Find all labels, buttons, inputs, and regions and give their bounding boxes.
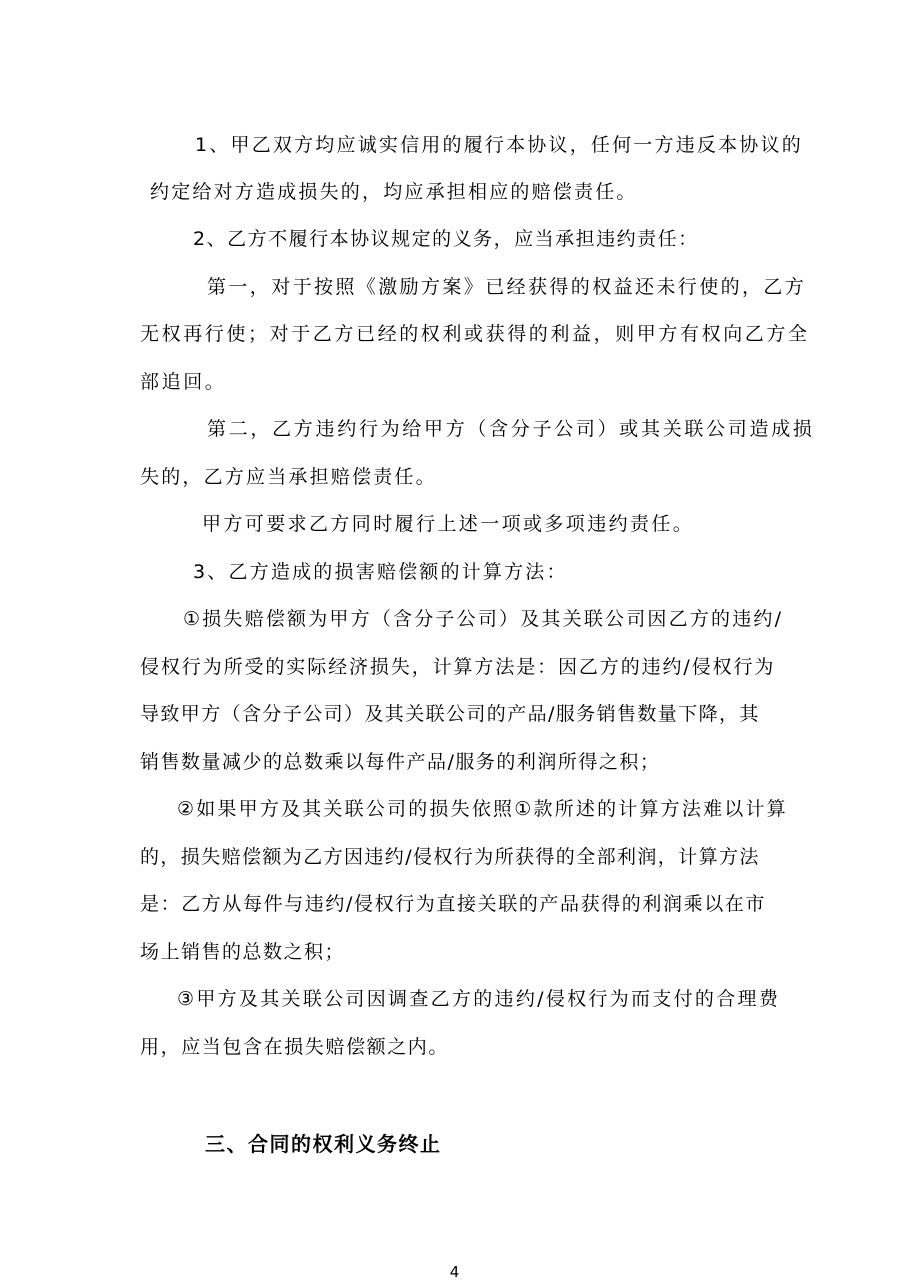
clause-3-item-2-line-2: 的，损失赔偿额为乙方因违约/侵权行为所获得的全部利润，计算方法 <box>140 846 760 868</box>
clause-2-item-1-line-3: 部追回。 <box>140 371 227 393</box>
clause-2-item-2-line-2: 失的，乙方应当承担赔偿责任。 <box>140 466 437 488</box>
clause-1-line-1: 1、甲乙双方均应诚实信用的履行本协议，任何一方违反本协议的 <box>195 134 803 156</box>
clause-1-line-2: 约定给对方造成损失的，均应承担相应的赔偿责任。 <box>150 181 638 203</box>
clause-3-item-1-line-4: 销售数量减少的总数乘以每件产品/服务的利润所得之积； <box>140 751 661 773</box>
clause-3-item-2-line-1: ②如果甲方及其关联公司的损失依照①款所述的计算方法难以计算 <box>177 798 788 820</box>
section-heading: 三、合同的权利义务终止 <box>205 1132 442 1156</box>
clause-3-item-3-line-2: 用，应当包含在损失赔偿额之内。 <box>140 1036 450 1058</box>
page-number: 4 <box>449 1263 460 1281</box>
clause-3-item-2-line-4: 场上销售的总数之积； <box>140 941 346 963</box>
clause-2-item-2-line-1: 第二，乙方违约行为给甲方（含分子公司）或其关联公司造成损 <box>207 418 815 440</box>
clause-2-line-1: 2、乙方不履行本协议规定的义务，应当承担违约责任： <box>193 228 699 250</box>
clause-2-item-1-line-1: 第一，对于按照《激励方案》已经获得的权益还未行使的，乙方 <box>207 276 807 298</box>
clause-3-line-1: 3、乙方造成的损害赔偿额的计算方法： <box>193 561 568 583</box>
clause-3-item-1-line-2: 侵权行为所受的实际经济损失，计算方法是：因乙方的违约/侵权行为 <box>140 656 776 678</box>
clause-3-item-2-line-3: 是：乙方从每件与违约/侵权行为直接关联的产品获得的利润乘以在市 <box>140 893 767 915</box>
clause-2-item-1-line-2: 无权再行使；对于乙方已经的权利或获得的利益，则甲方有权向乙方全 <box>140 323 810 345</box>
clause-3-item-3-line-1: ③甲方及其关联公司因调查乙方的违约/侵权行为而支付的合理费 <box>177 988 781 1010</box>
clause-3-item-1-line-1: ①损失赔偿额为甲方（含分子公司）及其关联公司因乙方的违约/ <box>183 608 784 630</box>
clause-3-item-1-line-3: 导致甲方（含分子公司）及其关联公司的产品/服务销售数量下降，其 <box>140 703 760 725</box>
clause-2-note: 甲方可要求乙方同时履行上述一项或多项违约责任。 <box>202 513 695 535</box>
